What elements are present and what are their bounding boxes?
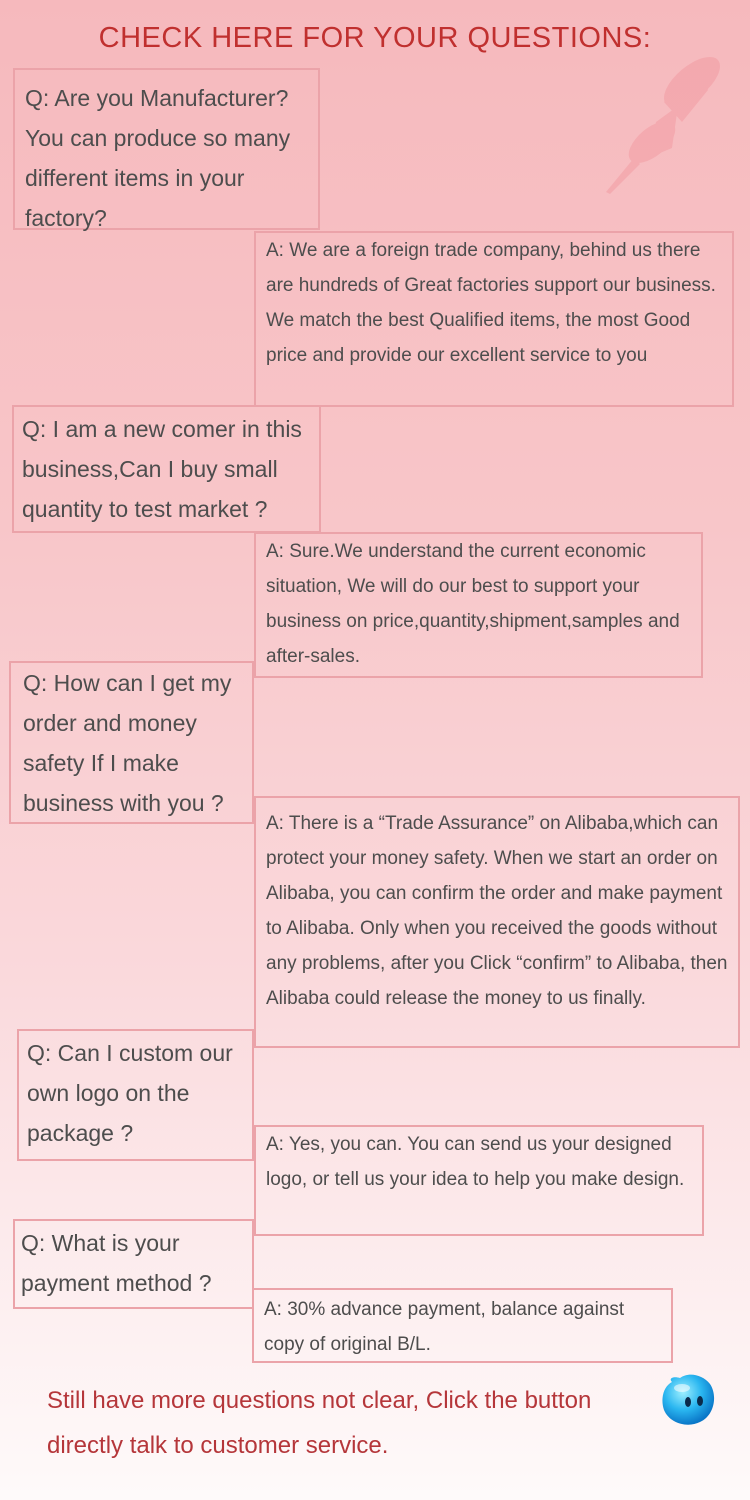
chat-bubble-icon[interactable] xyxy=(658,1370,718,1430)
faq-answer-2: A: Sure.We understand the current economic situation, We will do our best to support your business on price,quantity,shipment,samples and after-sales. xyxy=(254,532,703,678)
page-title: CHECK HERE FOR YOUR QUESTIONS: xyxy=(98,22,652,54)
faq-question-1: Q: Are you Manufacturer? You can produce so many different items in your factory? xyxy=(13,68,320,230)
faq-answer-3: A: There is a “Trade Assurance” on Alibaba,which can protect your money safety. When we start an order on Alibaba, you can confirm the order and make payment to Alibaba. Only when you received the goods without any problems, after you Click “confirm” to Alibaba, then Alibaba could release the money to us finally. xyxy=(254,796,740,1048)
faq-question-3: Q: How can I get my order and money safety If I make business with you ? xyxy=(9,661,254,824)
faq-answer-1: A: We are a foreign trade company, behind us there are hundreds of Great factories support our business. We match the best Qualified items, the most Good price and provide our excellent service to you xyxy=(254,231,734,407)
faq-question-5: Q: What is your payment method ? xyxy=(13,1219,254,1309)
faq-answer-4: A: Yes, you can. You can send us your designed logo, or tell us your idea to help you make design. xyxy=(254,1125,704,1236)
faq-answer-5: A: 30% advance payment, balance against copy of original B/L. xyxy=(252,1288,673,1363)
faq-question-4: Q: Can I custom our own logo on the package ? xyxy=(17,1029,254,1161)
footer-contact-text: Still have more questions not clear, Click the button directly talk to customer service. xyxy=(47,1387,592,1459)
faq-question-2: Q: I am a new comer in this business,Can I buy small quantity to test market ? xyxy=(12,405,321,533)
pushpin-icon xyxy=(600,30,740,200)
